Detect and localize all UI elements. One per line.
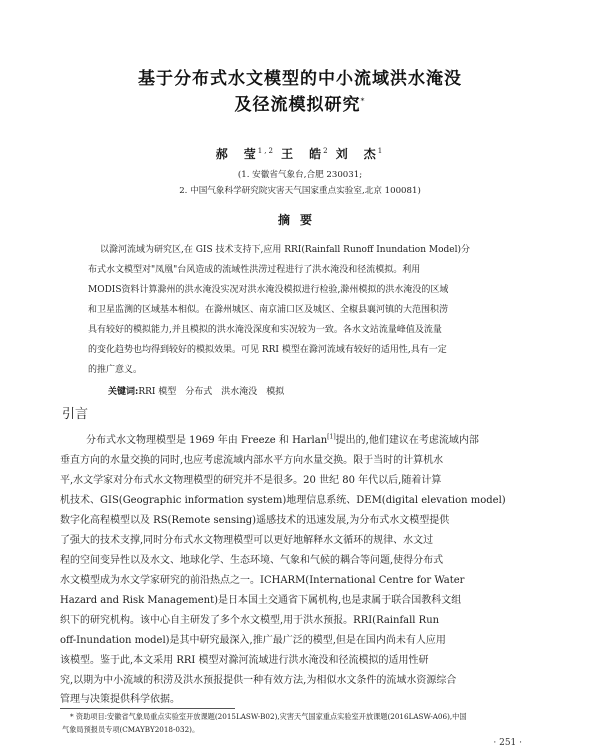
abstract-line: MODIS资料计算滁州的洪水淹没实况对洪水淹没模拟进行检验,滁州模拟的洪水淹没的区域 — [88, 285, 449, 295]
abstract-line: 的推广意义。 — [88, 365, 143, 375]
abstract-line: 和卫星监测的区域基本相似。在滁州城区、南京浦口区及城区、全椒县襄河镇的大范围积涝 — [88, 305, 449, 315]
abstract-heading: 摘要 — [277, 213, 322, 227]
abstract-line: 布式水文模型对"凤凰"台风造成的流域性洪涝过程进行了洪水淹没和径流模拟。利用 — [88, 265, 421, 275]
body-line: 平,水文学家对分布式水文物理模型的研究并不是很多。20 世纪 80 年代以后,随着计算 — [60, 475, 442, 486]
keywords-label: 关键词: — [108, 387, 139, 397]
affiliation-1: (1. 安徽省气象台,合肥 230031; — [237, 170, 363, 180]
body-line: off-Inundation model)是其中研究最深入,推广最广泛的模型,但是在国内尚未有人应用 — [60, 635, 446, 646]
body-line — [86, 431, 479, 446]
keywords — [108, 384, 284, 397]
author-2-affil: 2 — [323, 147, 330, 155]
author-1-affil: 1,2 — [257, 147, 275, 155]
keywords-list: RRI 模型 分布式 洪水淹没 模拟 — [138, 387, 285, 397]
body-line-1-head: 分布式水文物理模型是 1969 年由 Freeze 和 Harlan — [86, 435, 328, 446]
abstract-line: 的变化趋势也均得到较好的模拟效果。可见 RRI 模型在滁河流域有较好的适用性,具有一定 — [88, 345, 447, 355]
body-line: 管理与决策提供科学依据。 — [60, 694, 180, 705]
author-3-affil: 1 — [377, 147, 385, 155]
footnote-divider — [60, 708, 235, 709]
author-3: 刘 杰 — [335, 147, 378, 161]
citation-ref: [1] — [327, 433, 336, 441]
body-line: 垂直方向的水量交换的同时,也应考虑流域内部水平方向水量交换。限于当时的计算机水 — [60, 455, 444, 466]
author-list — [0, 145, 600, 162]
body-line: 织下的研究机构。该中心自主研发了多个水文模型,用于洪水预报。RRI(Rainfall Run — [60, 615, 440, 626]
page-number: · 251 · — [493, 738, 522, 748]
body-line: 了强大的技术支撑,同时分布式水文物理模型可以更好地解释水文循环的规律、水文过 — [60, 535, 434, 546]
body-line-1-tail: 提出的,他们建议在考虑流域内部 — [335, 435, 479, 446]
title-line-2-text: 及径流模拟研究 — [234, 95, 361, 115]
abstract-line: 以滁河流域为研究区,在 GIS 技术支持下,应用 RRI(Rainfall Runoff Inundation Model)分 — [100, 245, 470, 255]
title-line-1: 基于分布式水文模型的中小流域洪水淹没 — [138, 69, 462, 89]
body-line: 机技术、GIS(Geographic information system)地理信息系统、DEM(digital elevation model) — [60, 495, 506, 506]
body-line: Hazard and Risk Management)是日本国土交通省下属机构,也是隶属于联合国教科文组 — [60, 595, 462, 606]
abstract-line: 具有较好的模拟能力,并且模拟的洪水淹没深度和实况较为一致。各水文站流量峰值及流量 — [88, 325, 442, 335]
body-line: 水文模型成为水文学家研究的前沿热点之一。ICHARM(International Centre for Water — [60, 575, 465, 586]
title-footnote-mark: * — [360, 96, 366, 106]
section-heading: 引言 — [62, 407, 89, 422]
title-line-2 — [0, 90, 600, 115]
body-line: 该模型。鉴于此,本文采用 RRI 模型对滁河流域进行洪水淹没和径流模拟的适用性研 — [60, 655, 429, 666]
body-line: 究,以期为中小流域的积涝及洪水预报提供一种有效方法,为相似水文条件的流域水资源综合 — [60, 675, 457, 686]
body-line: 数字化高程模型以及 RS(Remote sensing)遥感技术的迅速发展,为分布式水文模型提供 — [60, 515, 450, 526]
body-line: 程的空间变异性以及水文、地球化学、生态环境、气象和气候的耦合等问题,使得分布式 — [60, 555, 444, 566]
author-1: 郝 莹 — [215, 147, 258, 161]
footnote-line: 气象局预报员专项(CMAYBY2018-032)。 — [62, 725, 200, 734]
footnote-line: * 资助项目:安徽省气象局重点实验室开放课题(2015LASW-B02),灾害天气国家重点实验室开放课题(2016LASW-A06),中国 — [70, 712, 467, 721]
author-2: 王 皓 — [281, 147, 324, 161]
affiliation-2: 2. 中国气象科学研究院灾害天气国家重点实验室,北京 100081) — [179, 186, 421, 196]
